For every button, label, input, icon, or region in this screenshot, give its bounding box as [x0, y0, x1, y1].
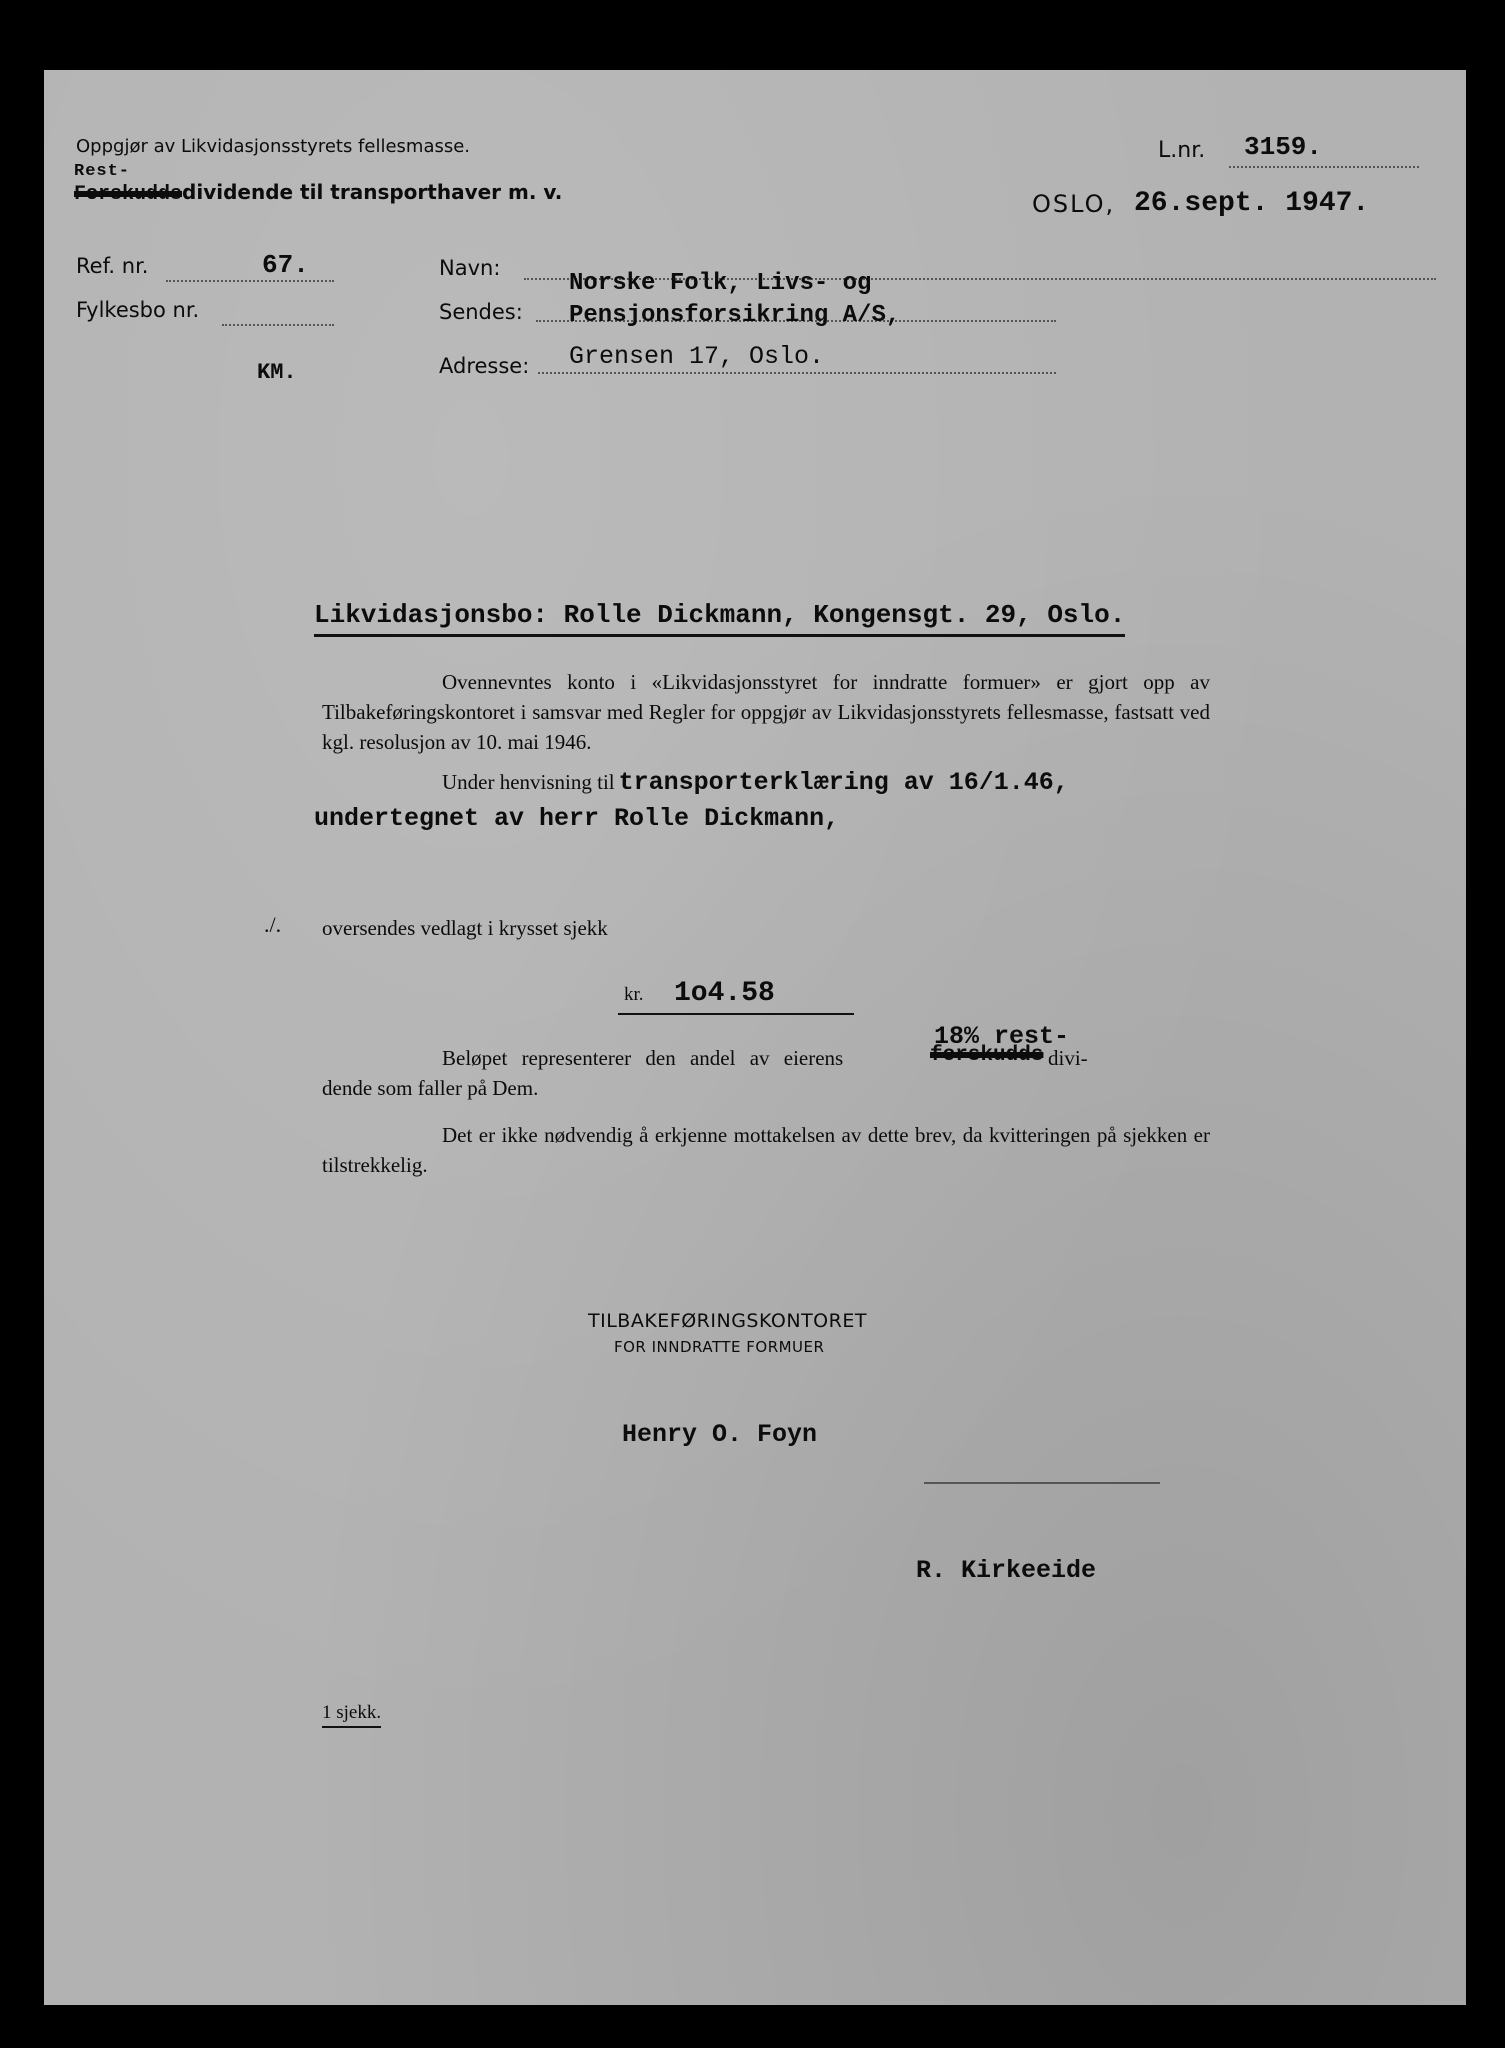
office-subtitle: FOR INNDRATTE FORMUER — [614, 1338, 825, 1356]
lnr-value: 3159. — [1244, 132, 1323, 162]
paragraph-amount-end: divi- — [1048, 1046, 1088, 1070]
reference-printed: Under henvisning til — [442, 770, 615, 794]
paragraph-account-settled: Ovennevntes konto i «Likvidasjonsstyret for inndratte formuer» er gjort opp av Tilbakeføringskontoret i samsvar med Regler for oppgjør av Likvidasjonsstyrets fellesmasse, fastsatt ved kgl. resolusjon av 10. mai 1946. — [322, 670, 1210, 754]
header-title: Oppgjør av Likvidasjonsstyrets fellesmasse. — [76, 136, 471, 157]
paragraph-reference — [442, 768, 1069, 797]
reference-typed-1: transporterklæring av 16/1.46, — [618, 768, 1069, 797]
percent-insert: 18% rest- — [934, 1022, 1070, 1051]
header-insert-rest: Rest- — [74, 162, 131, 181]
send-text: oversendes vedlagt i krysset sjekk — [322, 916, 608, 940]
subject-line: Likvidasjonsbo: Rolle Dickmann, Kongensgt. 29, Oslo. — [314, 600, 1125, 637]
ref-value: 67. — [262, 250, 309, 280]
paragraph-amount-line2: dende som faller på Dem. — [322, 1076, 539, 1100]
amount-underline — [618, 1013, 854, 1015]
adresse-label: Adresse: — [439, 354, 530, 378]
signature-line — [924, 1482, 1160, 1484]
reference-typed-2: undertegnet av herr Rolle Dickmann, — [314, 804, 840, 833]
amount-label: kr. — [624, 984, 644, 1005]
adresse-dotted-line — [538, 372, 1056, 374]
lnr-dotted-line — [1229, 166, 1419, 168]
office-name: TILBAKEFØRINGSKONTORET — [588, 1310, 867, 1332]
paragraph-amount-start: Beløpet representerer den andel av eierens — [442, 1046, 844, 1070]
fylkesbo-dotted-line — [222, 324, 334, 326]
signature-1: Henry O. Foyn — [622, 1420, 818, 1449]
header-line2 — [74, 180, 562, 206]
ref-label: Ref. nr. — [76, 254, 149, 278]
enclosure-note: 1 sjekk. — [322, 1702, 381, 1728]
ref-dotted-line — [166, 280, 334, 282]
header-struck-word: Forskudds — [74, 183, 183, 206]
header-line2-text: dividende til transporthaver m. v. — [182, 180, 563, 204]
document-page — [44, 70, 1466, 2005]
initials: KM. — [257, 360, 297, 385]
navn-label: Navn: — [439, 256, 501, 280]
date-value: 26.sept. 1947. — [1134, 188, 1370, 219]
sendes-label: Sendes: — [439, 300, 523, 324]
enclosure-mark: ./. — [264, 912, 282, 937]
fylkesbo-label: Fylkesbo nr. — [76, 298, 200, 322]
struck-word: forskudds — [930, 1044, 1044, 1067]
recipient-line2: Pensjonsforsikring A/S, — [569, 302, 901, 329]
address-value: Grensen 17, Oslo. — [569, 342, 825, 371]
amount-value: 1o4.58 — [674, 978, 775, 1009]
signature-2: R. Kirkeeide — [916, 1556, 1097, 1585]
place-label: OSLO, — [1032, 190, 1116, 218]
recipient-line1: Norske Folk, Livs- og — [569, 270, 872, 297]
lnr-label: L.nr. — [1158, 138, 1206, 163]
paragraph-receipt: Det er ikke nødvendig å erkjenne mottakelsen av dette brev, da kvitteringen på sjekken er tilstrekkelig. — [322, 1123, 1210, 1177]
